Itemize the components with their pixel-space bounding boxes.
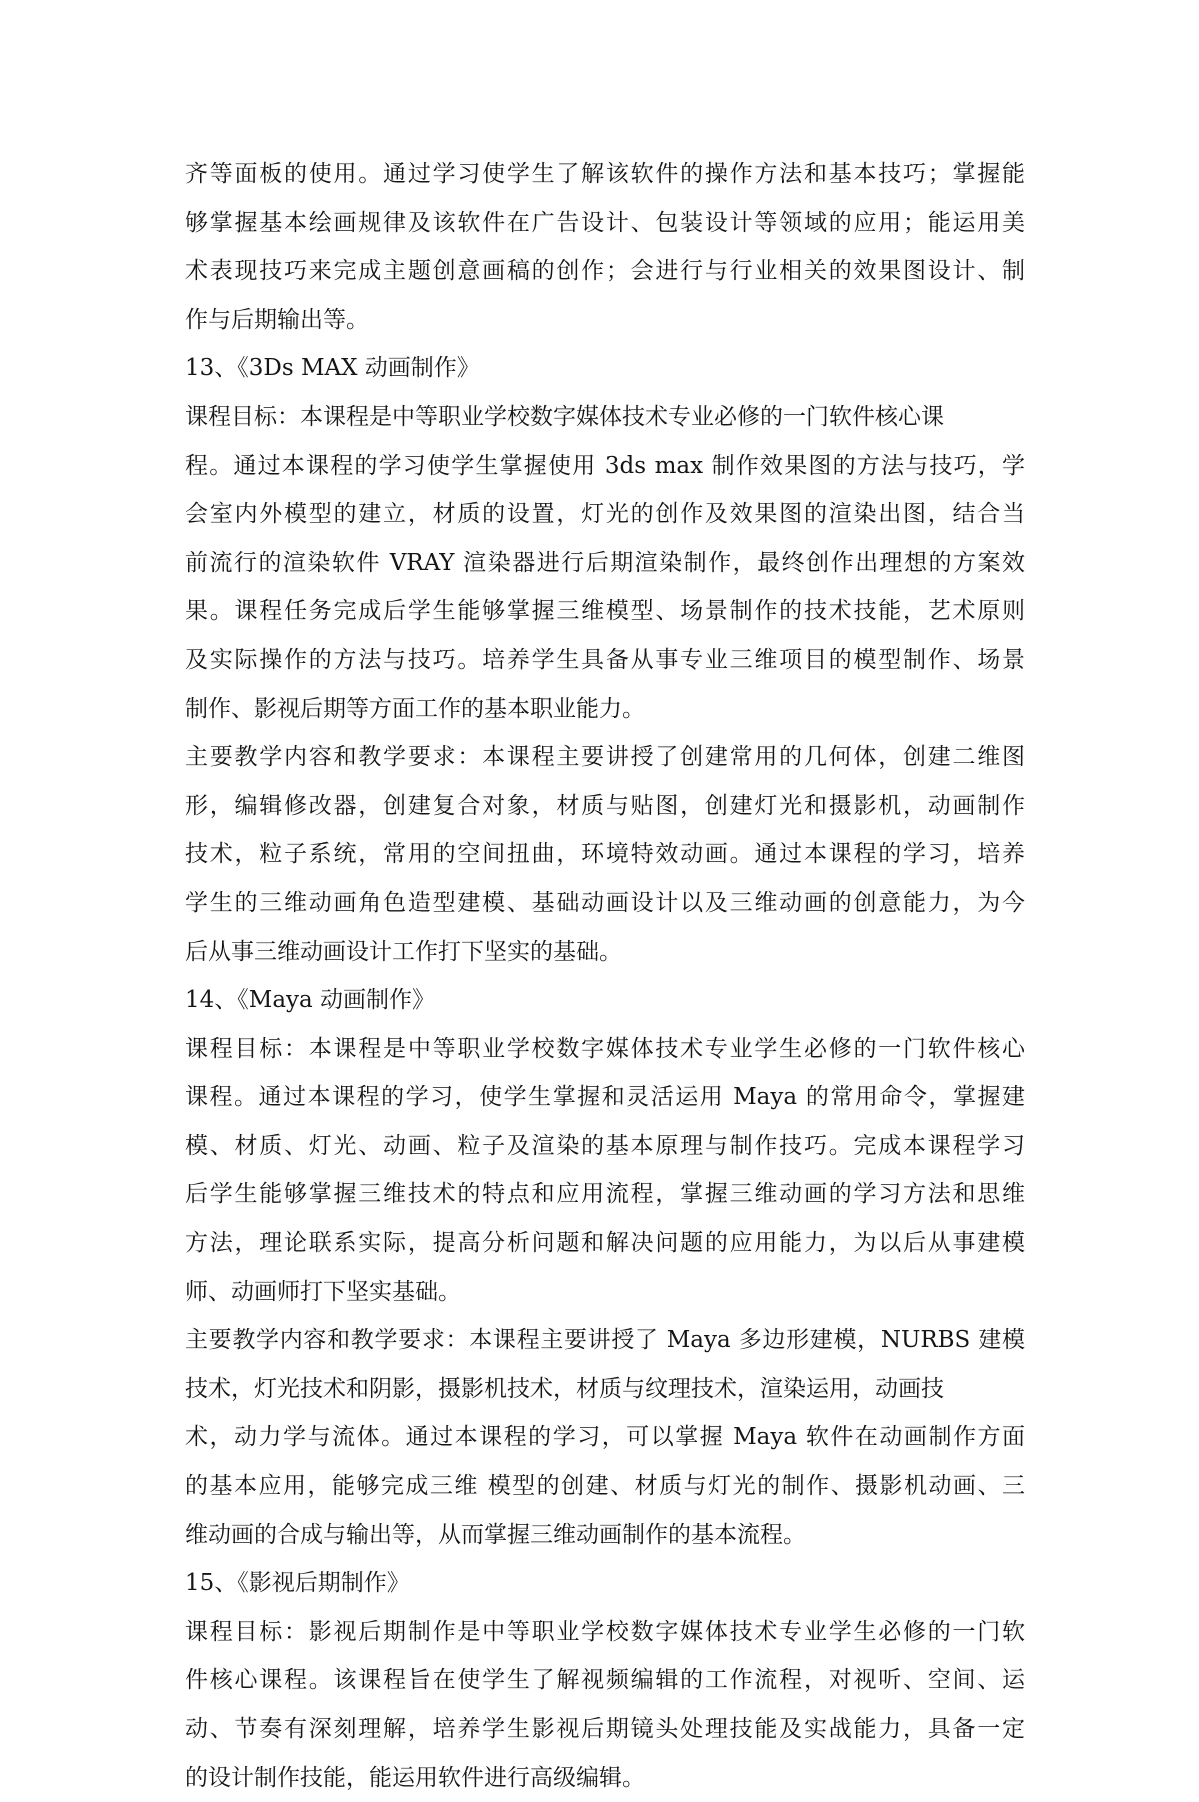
text-line: 后学生能够掌握三维技术的特点和应用流程，掌握三维动画的学习方法和思维 (185, 1181, 1025, 1208)
text-line: 动、节奏有深刻理解，培养学生影视后期镜头处理技能及实战能力，具备一定 (185, 1716, 1025, 1742)
text-line: 方法，理论联系实际，提高分析问题和解决问题的应用能力，为以后从事建模 (185, 1230, 1025, 1257)
text-line: 学生的三维动画角色造型建模、基础动画设计以及三维动画的创意能力，为今 (185, 889, 1025, 916)
text-line: 的设计制作技能，能运用软件进行高级编辑。 (185, 1764, 645, 1791)
text-line: 及实际操作的方法与技巧。培养学生具备从事专业三维项目的模型制作、场景 (185, 646, 1025, 673)
text-line: 主要教学内容和教学要求：本课程主要讲授了 Maya 多边形建模，NURBS 建模 (185, 1327, 1025, 1354)
text-line: 果。课程任务完成后学生能够掌握三维模型、场景制作的技术技能，艺术原则 (185, 598, 1025, 625)
text-line: 形，编辑修改器，创建复合对象，材质与贴图，创建灯光和摄影机，动画制作 (185, 792, 1025, 819)
text-line: 15、《影视后期制作》 (185, 1570, 410, 1597)
text-line: 前流行的渲染软件 VRAY 渲染器进行后期渲染制作，最终创作出理想的方案效 (185, 549, 1025, 576)
text-line: 程。通过本课程的学习使学生掌握使用 3ds max 制作效果图的方法与技巧，学 (185, 452, 1025, 479)
text-line: 后从事三维动画设计工作打下坚实的基础。 (185, 938, 622, 965)
text-line: 课程目标：影视后期制作是中等职业学校数字媒体技术专业学生必修的一门软 (185, 1618, 1025, 1645)
document-body (185, 150, 1025, 1802)
text-line: 作与后期输出等。 (185, 306, 369, 333)
text-line: 术，动力学与流体。通过本课程的学习，可以掌握 Maya 软件在动画制作方面 (185, 1424, 1025, 1451)
text-line: 主要教学内容和教学要求：本课程主要讲授了创建常用的几何体，创建二维图 (185, 744, 1025, 771)
text-line: 技术，粒子系统，常用的空间扭曲，环境特效动画。通过本课程的学习，培养 (185, 841, 1025, 868)
text-line: 够掌握基本绘画规律及该软件在广告设计、包装设计等领域的应用；能运用美 (185, 209, 1025, 236)
text-line: 会室内外模型的建立，材质的设置，灯光的创作及效果图的渲染出图，结合当 (185, 501, 1025, 528)
text-line: 师、动画师打下坚实基础。 (185, 1278, 461, 1305)
text-line: 课程目标：本课程是中等职业学校数字媒体技术专业学生必修的一门软件核心 (185, 1035, 1025, 1062)
text-line: 模、材质、灯光、动画、粒子及渲染的基本原理与制作技巧。完成本课程学习 (185, 1132, 1025, 1159)
text-line: 制作、影视后期等方面工作的基本职业能力。 (185, 695, 645, 722)
text-line: 课程目标：本课程是中等职业学校数字媒体技术专业必修的一门软件核心课 (185, 403, 944, 430)
text-line: 件核心课程。该课程旨在使学生了解视频编辑的工作流程，对视听、空间、运 (185, 1667, 1025, 1694)
text-line: 维动画的合成与输出等，从而掌握三维动画制作的基本流程。 (185, 1521, 806, 1548)
text-line: 技术，灯光技术和阴影，摄影机技术，材质与纹理技术，渲染运用，动画技 (185, 1375, 944, 1402)
text-line: 的基本应用，能够完成三维 模型的创建、材质与灯光的制作、摄影机动画、三 (185, 1473, 1025, 1500)
text-line: 齐等面板的使用。通过学习使学生了解该软件的操作方法和基本技巧；掌握能 (185, 161, 1025, 187)
text-line: 课程。通过本课程的学习，使学生掌握和灵活运用 Maya 的常用命令，掌握建 (185, 1084, 1025, 1111)
text-line: 13、《3Ds MAX 动画制作》 (185, 355, 480, 382)
text-line: 14、《Maya 动画制作》 (185, 987, 436, 1014)
text-line: 术表现技巧来完成主题创意画稿的创作；会进行与行业相关的效果图设计、制 (185, 258, 1025, 285)
